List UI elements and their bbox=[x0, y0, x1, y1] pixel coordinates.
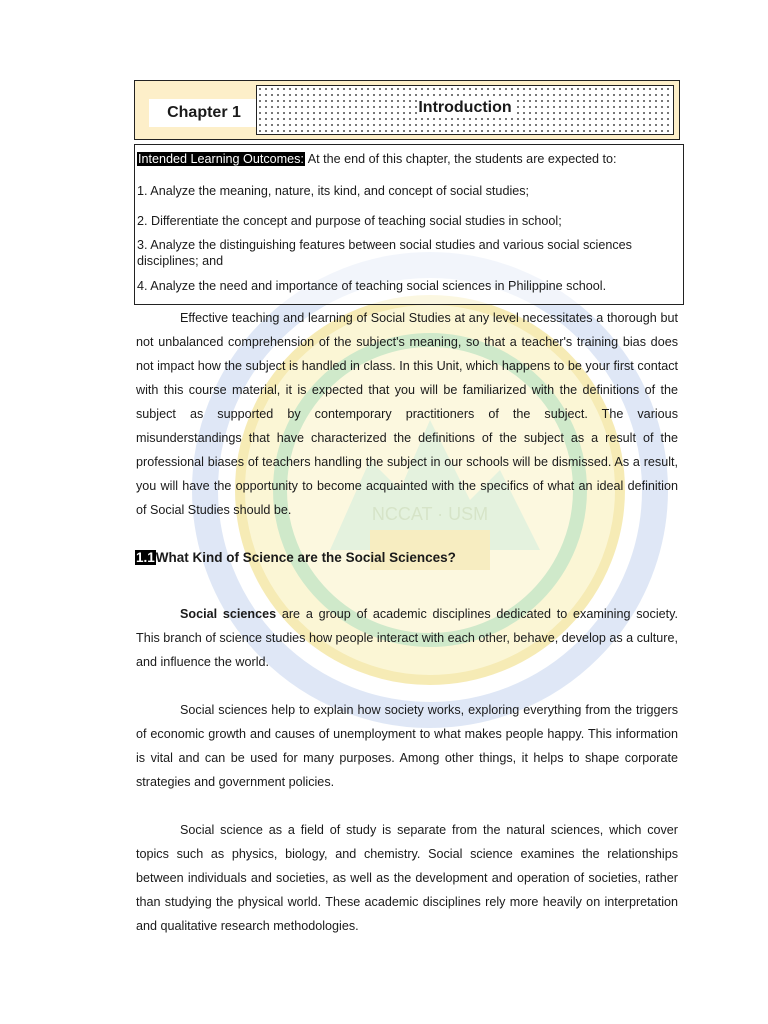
section-title: What Kind of Science are the Social Sciences? bbox=[155, 550, 456, 565]
learning-outcomes-box bbox=[134, 144, 684, 305]
section-paragraph-1: Social sciences are a group of academic disciplines dedicated to examining society. This branch of science studies how people interact with each other, behave, develop as a culture, and influence the world. bbox=[136, 607, 678, 669]
outcome-item: 1. Analyze the meaning, nature, its kind, and concept of social studies; bbox=[137, 184, 530, 198]
chapter-title: Introduction bbox=[418, 99, 512, 116]
section-number: 1.1 bbox=[136, 550, 155, 565]
seal-text: NCCAT · USM bbox=[371, 504, 489, 524]
section-heading bbox=[135, 550, 456, 565]
key-term: Social sciences bbox=[180, 607, 277, 621]
section-paragraph-2: Social sciences help to explain how society works, exploring everything from the triggers of economic growth and causes of unemployment to what makes people happy. This information is vital and can be used for many purposes. Among other things, it helps to shape corporate strategies and government policies. bbox=[136, 703, 678, 789]
chapter-header bbox=[134, 80, 680, 140]
outcomes-intro-line bbox=[137, 151, 679, 167]
outcome-item: 4. Analyze the need and importance of teaching social sciences in Philippine school. bbox=[137, 279, 607, 293]
chapter-label: Chapter 1 bbox=[149, 99, 259, 127]
outcomes-intro: At the end of this chapter, the students are expected to: bbox=[307, 152, 617, 166]
outcome-item: 2. Differentiate the concept and purpose of teaching social studies in school; bbox=[137, 214, 562, 228]
outcome-item: 3. Analyze the distinguishing features between social studies and various social sciences disciplines; and bbox=[137, 238, 632, 268]
intro-paragraph: Effective teaching and learning of Social Studies at any level necessitates a thorough but not unbalanced comprehension of the subject's meaning, so that a teacher's training bias does not impact how the subject is handled in class. In this Unit, which happens to be your first contact with this course material, it is expected that you will be familiarized with the definitions of the subject as supported by contemporary practitioners of the subject. The various misunderstandings that have characterized the definitions of the subject as a result of the professional biases of teachers handling the subject in our schools will be dismissed. As a result, you will have the opportunity to become acquainted with the specifics of what an ideal definition of Social Studies should be. bbox=[136, 311, 678, 517]
section-paragraph-3: Social science as a field of study is separate from the natural sciences, which cover topics such as physics, biology, and chemistry. Social science examines the relationships between individuals and societies, as well as the development and operation of societies, rather than studying the physical world. These academic disciplines rely more heavily on interpretation and qualitative research methodologies. bbox=[136, 823, 678, 933]
chapter-title-box bbox=[256, 85, 674, 135]
outcomes-label: Intended Learning Outcomes: bbox=[138, 152, 304, 166]
